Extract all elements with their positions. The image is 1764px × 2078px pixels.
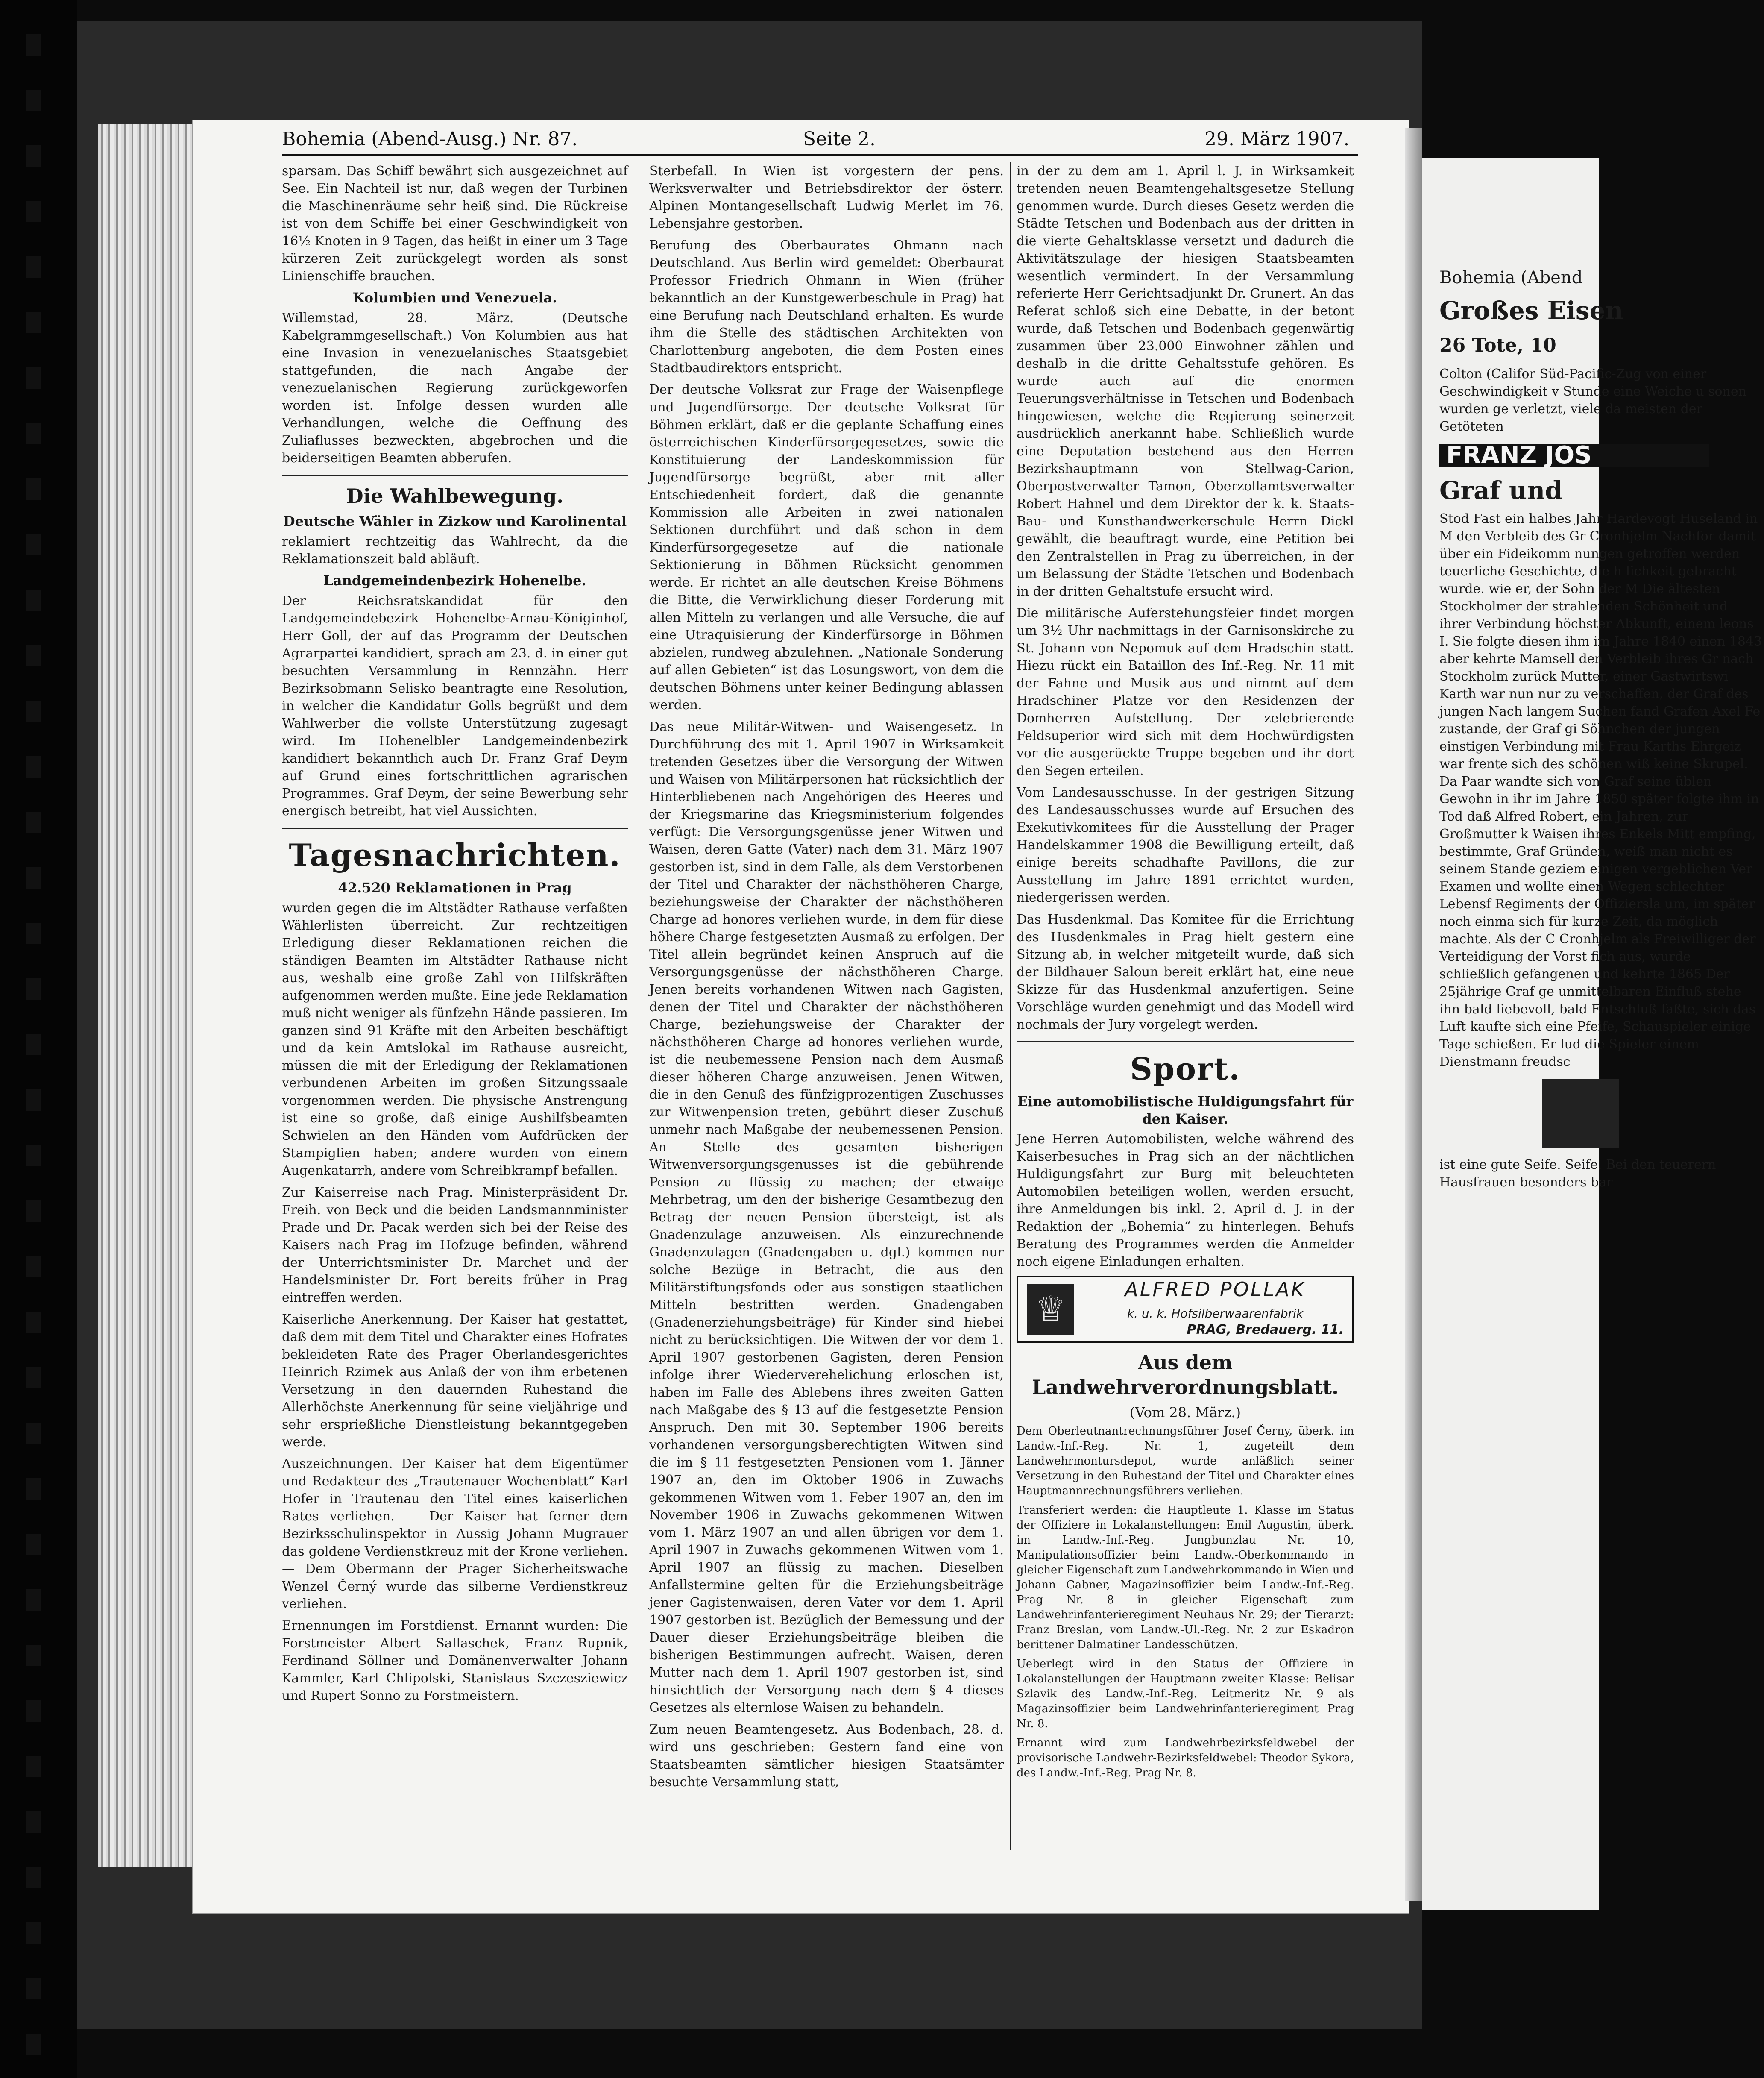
next-page-subtitle: 26 Tote, 10	[1439, 335, 1556, 356]
subheading-waehler: Deutsche Wähler in Zizkow und Karolinental	[283, 513, 627, 529]
column-2	[649, 162, 1004, 1795]
next-page-title-2: Graf und	[1439, 476, 1562, 505]
page-stack-edge	[98, 124, 192, 1867]
pointing-hand-icon	[1542, 1079, 1619, 1148]
article-forstdienst: Ernennungen im Forstdienst. Ernannt wurden: Die Forstmeister Albert Sallaschek, Franz Rupnik, Ferdinand Söllner und Domänenverwalter Johann Kammler, Karl Chlipolski, Stanislaus Szczesziewicz und Rupert Sonno zu Forstmeistern.	[282, 1618, 628, 1703]
heading-hohenelbe: Landgemeindenbezirk Hohenelbe.	[323, 572, 586, 589]
article-beamtengesetz-cont: in der zu dem am 1. April l. J. in Wirksamkeit tretenden neuen Beamtengehaltsgesetze Stellung genommen wurde. Durch dieses Gesetz werden die Städte Tetschen und Bodenbach aus der dritten in die vierte Gehaltsklasse versetzt und dadurch die Aktivitätszulage der hiesigen Staatsbeamten wesentlich vermindert. In der Versammlung referierte Herr Gerichtsadjunkt Dr. Grunert. An das Referat schloß sich eine Debatte, in der betont wurde, daß Tetschen und Bodenbach gegenwärtig zusammen über 23.000 Einwohner zählen und deshalb in die dritte Gehaltsstufe gehören. Es wurde auch auf die enormen Teuerungsverhältnisse in Tetschen und Bodenbach hingewiesen, welche die Regierung seinerzeit ausdrücklich anerkannt habe. Schließlich wurde eine Deputation bestehend aus den Herren Bezirkshauptmann von Stellwag-Carion, Oberpostverwalter Tamon, Oberzollamtsverwalter Robert Hahnel und dem Direktor der k. k. Staats-Bau- und Kunsthandwerkerschule Herrn Dickl gewählt, die beauftragt wurde, eine Petition bei den Zentralstellen in Prag zu überreichen, in der um Belassung der Städte Tetschen und Bodenbach in der dritten Gehaltstufe ersucht wird.	[1017, 164, 1354, 599]
landwehr-item-1: Dem Oberleutnantrechnungsführer Josef Černy, überk. im Landw.-Inf.-Reg. Nr. 1, zugeteilt dem Landwehrmontursdepot, wurde anläßlich seiner Versetzung in den Ruhestand der Titel und Charakter eines Hauptmannrechnungsführers verliehen.	[1017, 1425, 1354, 1497]
article-husdenkmal: Das Husdenkmal. Das Komitee für die Errichtung des Husdenkmales in Prag hielt gestern eine Sitzung ab, in welcher mitgeteilt wurde, daß sich der Bildhauer Saloun bereit erklärt hat, eine neue Skizze für das Husdenkmal anzufertigen. Seine Vorschläge wurden genehmigt und das Modell wird nochmals der Jury vorgelegt werden.	[1017, 912, 1354, 1032]
heading-reklamationen: 42.520 Reklamationen in Prag	[338, 880, 572, 896]
section-divider	[282, 475, 628, 476]
heading-kolumbien: Kolumbien und Venezuela.	[352, 290, 557, 306]
heading-wahlbewegung: Die Wahlbewegung.	[346, 484, 564, 508]
landwehr-item-2: Transferiert werden: die Hauptleute 1. Klasse im Status der Offiziere in Lokalanstellungen: Emil Augustin, überk. im Landw.-Inf.-Reg. Jungbunzlau Nr. 10, Manipulationsoffizier beim Landw.-Oberkommando in gleicher Eigenschaft zum Landwehrkommando in Wien und Johann Gabner, Magazinsoffizier beim Landw.-Inf.-Reg. Prag Nr. 8 in gleicher Eigenschaft zum Landwehrinfanterieregiment Neuhaus Nr. 29; der Tierarzt: Franz Breslan, vom Landw.-Ul.-Reg. Nr. 2 zur Eskadron berittener Dalmatiner Landesschützen.	[1017, 1504, 1354, 1651]
article-militaergesetz: Das neue Militär-Witwen- und Waisengesetz. In Durchführung des mit 1. April 1907 in Wirksamkeit tretenden Gesetzes über die Versorgung der Witwen und Waisen von Militärpersonen hat rücksichtlich der Hinterbliebenen nach Angehörigen des Heeres und der Kriegsmarine das Kriegsministerium folgendes verfügt: Die Versorgungsgenüsse jener Witwen und Waisen, deren Gatte (Vater) nach dem 31. März 1907 gestorben ist, sind in dem Falle, als dem Verstorbenen der Titel und Charakter der nächsthöheren Charge, beziehungsweise der Charakter der nächsthöheren Charge ad honores verliehen wurde, in dem für diese höhere Charge festgesetzten Ausmaß zu erfolgen. Der Titel allein begründet keinen Anspruch auf die Versorgungsgenüsse der nächsthöheren Charge. Jenen bereits vorhandenen Witwen nach Gagisten, denen der Titel und Charakter der nächsthöheren Charge, beziehungsweise der Charakter der nächsthöheren Charge ad honores verliehen wurde, ist die neubemessene Pension nach dem Ausmaß dieser höheren Charge anzuweisen. Jenen Witwen, die in den Genuß des fünfzigprozentigen Zuschusses zur Witwenpension treten, gebührt dieser Zuschuß unmehr nach Maßgabe der neubemessenen Pension. An Stelle des gesamten bisherigen Witwenversorgungsgenusses ist die gebührende Pension zu flüssig zu machen; der etwaige Mehrbetrag, um den der bisherige Gesamtbezug den Betrag der neuen Pension übersteigt, ist als Gnadenzulage anzuweisen. Als einzurechnende Gnadenzulagen (Gnadengaben u. dgl.) kommen nur solche Bezüge in Betracht, die aus den Militärstiftungsfonds oder aus sonstigen staatlichen Mitteln bestritten werden. Gnadengaben (Gnadenerziehungsbeiträge) für Kinder sind hiebei nicht zu berücksichtigen. Die Witwen der vor dem 1. April 1907 gestorbenen Gagisten, deren Pension infolge ihrer Wiederverehelichung erloschen ist, haben im Falle des Ablebens ihres zweiten Gatten nach Maßgabe des § 13 auf die festgesetzte Pension Anspruch. Den mit 30. September 1906 bereits vorhandenen versorgungsberechtigten Witwen sind die im § 11 festgesetzten Pensionen vom 1. Jänner 1907 an, den im Oktober 1906 in Zuwachs gekommenen Witwen vom 1. Feber 1907 an, den im November 1906 in Zuwachs gekommenen Witwen vom 1. März 1907 an und allen übrigen vor dem 1. April 1907 in Zuwachs gekommenen Witwen vom 1. April 1907 an flüssig zu machen. Dieselben Anfallstermine gelten für die Erziehungsbeiträge jener Gagistenwaisen, deren Vater vor dem 1. April 1907 gestorben ist. Bezüglich der Bemessung und der Dauer dieser Erziehungsbeiträge bleiben die bisherigen Bestimmungen aufrecht. Waisen, deren Mutter nach dem 1. April 1907 gestorben ist, sind hinsichtlich der Versorgung nach dem § 4 dieses Gesetzes als elternlose Waisen zu behandeln.	[649, 719, 1004, 1715]
crown-icon	[1027, 1284, 1074, 1335]
article-auszeichnungen: Auszeichnungen. Der Kaiser hat dem Eigentümer und Redakteur des „Trautenauer Wochenblatt“ Karl Hofer in Trautenau den Titel eines kaiserlichen Rates verliehen. — Der Kaiser hat ferner dem Bezirksschulinspektor in Aussig Johann Mugrauer das goldene Verdienstkreuz mit der Krone verliehen. — Dem Obermann der Prager Sicherheitswache Wenzel Černý wurde das silberne Verdienstkreuz verliehen.	[282, 1456, 628, 1611]
heading-landwehr: Aus dem Landwehrverordnungsblatt.	[1032, 1351, 1339, 1399]
article-hohenelbe: Der Reichsratskandidat für den Landgemeindebezirk Hohenelbe-Arnau-Königinhof, Herr Goll, der auf das Programm der Deutschen Agrarpartei kandidiert, sprach am 23. d. in einer gut besuchten Versammlung in Rennzähn. Herr Bezirksobmann Selisko beantragte eine Resolution, in welcher die Kandidatur Golls begrüßt und dem Wahlwerber die vollste Unterstützung zugesagt wird. Im Hohenelbler Landgemeindenbezirk kandidiert bekanntlich auch Dr. Franz Graf Deym auf Grund eines fortschrittlichen agrarischen Programmes. Graf Deym, der seine Bewerbung sehr energisch betreibt, hat viel Aussichten.	[282, 593, 628, 819]
article-volksrat: Der deutsche Volksrat zur Frage der Waisenpflege und Jugendfürsorge. Der deutsche Volksrat für Böhmen erklärt, daß er die geplante Schaffung eines österreichischen Kinderfürsorgegesetzes, sowie die Konstituierung der Landeskommission für Jugendfürsorge begrüßt, aber mit aller Entschiedenheit fordert, daß die genannte Kommission alle Arbeiten in zwei nationalen Sektionen durchführt und daß schon in dem Kinderfürsorgegesetze auf die nationale Sektionierung in Böhmen Rücksicht genommen werde. Er richtet an alle deutschen Kreise Böhmens die Bitte, die Verwirklichung dieser Forderung mit allen Mitteln zu verlangen und alle Versuche, die auf eine Utraquisierung der Kinderfürsorge in Böhmen abzielen, rundweg abzulehnen. „Nationale Sonderung auf allen Gebieten“ ist das Losungswort, von dem die deutschen Böhmens unter keiner Bedingung ablassen werden.	[649, 382, 1004, 713]
heading-sport: Sport.	[1130, 1051, 1241, 1087]
article-sterbefall: Sterbefall. In Wien ist vorgestern der pens. Werksverwalter und Betriebsdirektor der österr. Alpinen Montangesellschaft Ludwig Merlet im 76. Lebensjahre gestorben.	[649, 164, 1004, 231]
article-kaiserreise: Zur Kaiserreise nach Prag. Ministerpräsident Dr. Freih. von Beck und die beiden Landsmannminister Prade und Dr. Pacak werden sich bei der Reise des Kaisers nach Prag im Hofzuge befinden, während der Unterrichtsminister Dr. Marchet und der Handelsminister Dr. Fort bereits früher in Prag eintreffen werden.	[282, 1185, 628, 1305]
section-divider	[282, 828, 628, 829]
column-rule-2	[1010, 162, 1011, 1850]
next-page-banner: FRANZ JOS	[1439, 444, 1709, 467]
masthead: Bohemia (Abend-Ausg.) Nr. 87.	[282, 128, 578, 150]
next-page-article-3: ist eine gute Seife. Seife. Bei den teuerern Hausfrauen besonders bar	[1439, 1157, 1716, 1190]
advertisement-pollak	[1017, 1276, 1354, 1343]
article-reklamationen: wurden gegen die im Altstädter Rathause verfaßten Wählerlisten überreicht. Zur rechtzeitigen Erledigung dieser Reklamationen reichen die ständigen Beamten im Altstädter Rathause nicht aus, weshalb eine große Zahl von Hilfskräften aufgenommen werden mußte. Eine jede Reklamation muß nicht weniger als fünfzehn Hände passieren. Im ganzen sind 91 Kräfte mit den Arbeiten beschäftigt und da kein Amtslokal im Rathause ausreicht, müssen die mit der Erledigung der Reklamationen verbundenen Arbeiten im großen Sitzungssaale vorgenommen werden. Die physische Anstrengung ist eine so große, daß einige Aushilfsbeamten Schwielen an den Händen vom Aufdrücken der Stampiglien haben; andere wurden von einem Augenkatarrh, andere vom Schreibkrampf befallen.	[282, 901, 628, 1178]
next-page-content	[1422, 158, 1764, 1195]
heading-huldigungsfahrt: Eine automobilistische Huldigungsfahrt für den Kaiser.	[1017, 1093, 1354, 1127]
article-wahl: reklamiert rechtzeitig das Wahlrecht, da die Reklamationszeit bald abläuft.	[282, 534, 628, 566]
next-page-title: Großes Eisen	[1439, 296, 1623, 325]
article-anerkennung: Kaiserliche Anerkennung. Der Kaiser hat gestattet, daß dem mit dem Titel und Charakter eines Hofrates bekleideten Rate des Prager Oberlandesgerichtes Heinrich Rzimek aus Anlaß der von ihm erbetenen Versetzung in den dauernden Ruhestand die Allerhöchste Anerkennung für seine vieljährige und sehr ersprießliche Dienstleistung bekanntgegeben werde.	[282, 1312, 628, 1450]
ad-company-sub: k. u. k. Hofsilberwaarenfabrik	[1127, 1306, 1304, 1321]
next-page-article-1: Colton (Califor Süd-Pacific-Zug von einer Geschwindigkeit v Stunde eine Weiche u sonen wurden ge verletzt, viele da meisten der Getöteten	[1439, 367, 1747, 434]
article-beamtengesetz: Zum neuen Beamtengesetz. Aus Bodenbach, 28. d. wird uns geschrieben: Gestern fand eine von Staatsbeamten sämtlicher hiesigen Staatsämter besuchte Versammlung statt,	[649, 1722, 1004, 1790]
film-strip-margin	[0, 0, 77, 2078]
header-rule	[282, 154, 1358, 156]
next-page-article-2: Stod Fast ein halbes Jahr Hardevogt Huseland in M den Verbleib des Gr Cronhjelm Nachfor damit über ein Fideikomm nungen getroffen werden teuerliche Geschichte, die h lichkeit gebracht wurde. wie er, der Sohn der M Die ältesten Stockholmer der strahlenden Schönheit und ihrer Verbindung höchster Abkunft, einem leons I. Sie folgte diesen ihm im Jahre 1840 einen 1843 aber kehrte Mamsell den Verbleib ihres Gr nach Stockholm zurück Mutter, einer Gastwirtswi Karth war nun nur zu verschaffen, der Graf des jungen Nach langem Suchen fand Grafen Axel Fe zustande, der Graf gi Söhnchen der jungen einstigen Verbindung mit Frau Karths Ehrgeiz war frente sich des schönen wiß keine Skrupel. Da Paar wandte sich von Graf seine üblen Gewohn in ihr im Jahre 1850 später folgte ihm in Tod daß Alfred Robert, ein Jahren, zur Großmutter k Waisen ihres Enkels Mitt empfing, bestimmte, Graf Gründen, weiß man nicht es seinem Stande geziem einigen vergeblichen Ver Examen und wollte einen Wegen schlechter Lebensf Regiments der Offiziersla um, im später noch einma sich für kurze Zeit, da möglich machte. Als der C Cronhjelm als Freiwilliger der Verteidigung der Vorst fich aus, wurde schließlich gefangenen und kehrte 1865 Der 25jährige Graf ge unmittelbaren Einfluß stehe ihn bald liebevoll, bald Entschluß faßte, sich das Luft kaufte sich eine Pfeife, Schauspieler einige Tage schießen. Er lud die Spieler einem Dienstmann freudsc	[1439, 511, 1762, 1069]
landwehr-item-3: Ueberlegt wird in den Status der Offiziere in Lokalanstellungen der Hauptmann zweiter Klasse: Belisar Szlavik des Landw.-Inf.-Reg. Leitmeritz Nr. 9 als Magazinsoffizier beim Landwehrinfanterieregiment Prag Nr. 8.	[1017, 1658, 1354, 1730]
column-3	[1017, 162, 1354, 1785]
ad-company-name: ALFRED POLLAK	[1125, 1278, 1306, 1301]
landwehr-date: (Vom 28. März.)	[1129, 1404, 1241, 1421]
article-ohmann: Berufung des Oberbaurates Ohmann nach Deutschland. Aus Berlin wird gemeldet: Oberbaurat Professor Friedrich Ohmann in Wien (früher bekanntlich an der Kunstgewerbeschule in Prag) hat eine Berufung nach Deutschland erhalten. Es wurde ihm die Stelle des städtischen Architekten von Charlottenburg angeboten, die dem Posten eines Stadtbaudirektors entspricht.	[649, 238, 1004, 376]
section-divider	[1017, 1041, 1354, 1042]
article-huldigungsfahrt: Jene Herren Automobilisten, welche während des Kaiserbesuches in Prag sich an der nächtlichen Huldigungsfahrt zur Burg mit beleuchteten Automobilen beteiligen wollen, werden ersucht, ihre Anmeldungen bis inkl. 2. April d. J. in der Redaktion der „Bohemia“ zu hinterlegen. Behufs Beratung des Programmes werden die Anmelder noch eigene Einladungen erhalten.	[1017, 1132, 1354, 1269]
heading-tagesnachrichten: Tagesnachrichten.	[289, 837, 621, 873]
page-edge-shadow	[1405, 128, 1422, 1901]
next-page-fragment	[1422, 158, 1762, 1910]
landwehr-item-4: Ernannt wird zum Landwehrbezirksfeldwebel der provisorische Landwehr-Bezirksfeldwebel: Theodor Sykora, des Landw.-Inf.-Reg. Prag Nr. 8.	[1017, 1737, 1354, 1779]
column-1	[282, 162, 628, 1709]
article-auferstehungsfeier: Die militärische Auferstehungsfeier findet morgen um 3½ Uhr nachmittags in der Garnisonskirche zu St. Johann von Nepomuk auf dem Hradschin statt. Hiezu rückt ein Bataillon des Inf.-Reg. Nr. 11 mit der Fahne und Musik aus und nimmt auf dem Hradschiner Platze vor den Residenzen der Domherren Aufstellung. Der zelebrierende Feldsuperior wird sich mit dem Hochwürdigsten vor die ausgerückte Truppe begeben und ihr dort den Segen erteilen.	[1017, 606, 1354, 778]
ad-company-address: PRAG, Bredauerg. 11.	[1187, 1322, 1344, 1337]
next-page-masthead: Bohemia (Abend	[1439, 268, 1583, 288]
article-willemstad: Willemstad, 28. März. (Deutsche Kabelgrammgesellschaft.) Von Kolumbien aus hat eine Invasion in venezuelanisches Staatsgebiet stattgefunden, die nach Angabe der venezuelanischen Regierung zurückgeworfen worden ist. Infolge dessen wurden alle Verhandlungen, welche die Oeffnung des Zuliaflusses bezweckten, abgebrochen und die beiderseitigen Beamten abberufen.	[282, 311, 628, 466]
article-ship: sparsam. Das Schiff bewährt sich ausgezeichnet auf See. Ein Nachteil ist nur, daß wegen der Turbinen die Maschinenräume sehr heiß sind. Die Rückreise ist von dem Schiffe bei einer Geschwindigkeit von 16½ Knoten in 9 Tagen, das heißt in einer um 3 Tage kürzeren Zeit zurückgelegt worden als sonst Linienschiffe brauchen.	[282, 164, 628, 284]
article-landesausschuss: Vom Landesausschusse. In der gestrigen Sitzung des Landesausschusses wurde auf Ersuchen des Exekutivkomitees für die Ausstellung der Prager Handelskammer 1908 die Bewilligung erteilt, daß einige bereits schadhafte Pavillons, die zur Ausstellung im Jahre 1891 errichtet wurden, niedergerissen werden.	[1017, 785, 1354, 905]
issue-date: 29. März 1907.	[1204, 128, 1350, 150]
page-number: Seite 2.	[803, 128, 876, 150]
